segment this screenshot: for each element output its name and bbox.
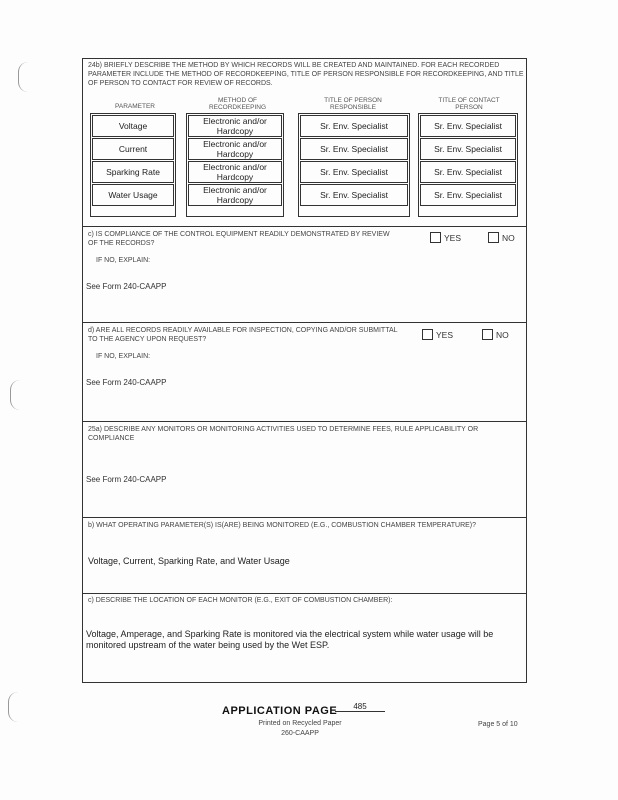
table-cell-contact: Sr. Env. Specialist <box>420 115 516 137</box>
binder-hole-mark <box>8 692 21 722</box>
table-cell-parameter: Voltage <box>92 115 174 137</box>
section-c-answer: See Form 240-CAAPP <box>86 282 167 291</box>
yes-label: YES <box>444 233 462 243</box>
section-b-question: b) WHAT OPERATING PARAMETER(S) IS(ARE) BEING MONITORED (E.G., COMBUSTION CHAMBER TEMPERATURE)? <box>88 522 477 529</box>
table-cell-contact: Sr. Env. Specialist <box>420 161 516 183</box>
section-divider <box>82 517 527 518</box>
application-page-title: APPLICATION PAGE <box>222 705 338 717</box>
table-cell-responsible: Sr. Env. Specialist <box>300 184 408 206</box>
table-cell-contact: Sr. Env. Specialist <box>420 184 516 206</box>
application-page-number: 485 <box>335 702 385 712</box>
section-b-answer: Voltage, Current, Sparking Rate, and Water Usage <box>88 556 290 566</box>
section-25a-answer: See Form 240-CAAPP <box>86 475 167 484</box>
yes-checkbox[interactable] <box>422 329 433 340</box>
section-divider <box>82 322 527 323</box>
table-cell-parameter: Water Usage <box>92 184 174 206</box>
col-header-method: METHOD OF RECORDKEEPING <box>208 97 267 111</box>
col-header-contact: TITLE OF CONTACT PERSON <box>438 97 500 111</box>
if-no-explain-label: IF NO, EXPLAIN: <box>96 257 151 264</box>
binder-hole-mark <box>18 62 31 92</box>
table-cell-contact: Sr. Env. Specialist <box>420 138 516 160</box>
if-no-explain-label: IF NO, EXPLAIN: <box>96 353 151 360</box>
table-cell-responsible: Sr. Env. Specialist <box>300 161 408 183</box>
table-cell-parameter: Sparking Rate <box>92 161 174 183</box>
section-d-answer: See Form 240-CAAPP <box>86 378 167 387</box>
page-of-indicator: Page 5 of 10 <box>478 721 518 728</box>
table-cell-responsible: Sr. Env. Specialist <box>300 115 408 137</box>
no-label: NO <box>496 330 509 340</box>
yes-checkbox[interactable] <box>430 232 441 243</box>
binder-hole-mark <box>10 380 23 410</box>
section-c-question: c) IS COMPLIANCE OF THE CONTROL EQUIPMENT READILY DEMONSTRATED BY REVIEW OF THE RECORDS? <box>88 231 390 247</box>
no-label: NO <box>502 233 515 243</box>
table-cell-parameter: Current <box>92 138 174 160</box>
col-header-responsible: TITLE OF PERSON RESPONSIBLE <box>324 97 382 111</box>
recycled-paper-note: Printed on Recycled Paper <box>258 720 342 727</box>
yes-label: YES <box>436 330 454 340</box>
table-cell-method: Electronic and/or Hardcopy <box>188 115 282 137</box>
section-25a-question: 25a) DESCRIBE ANY MONITORS OR MONITORING ACTIVITIES USED TO DETERMINE FEES, RULE APPLICABILITY OR COMPLIANCE <box>88 426 479 442</box>
table-cell-method: Electronic and/or Hardcopy <box>188 161 282 183</box>
section-divider <box>82 593 527 594</box>
section-divider <box>82 226 527 227</box>
no-checkbox[interactable] <box>482 329 493 340</box>
section-divider <box>82 421 527 422</box>
section-24b-question: 24b) BRIEFLY DESCRIBE THE METHOD BY WHICH RECORDS WILL BE CREATED AND MAINTAINED. FOR EACH RECORDED PARAMETER INCLUDE THE METHOD OF RECORDKEEPING, TITLE OF PERSON RESPONSIBLE FOR RECORDKEEPING, AND TITLE OF PERSON TO CONTACT FOR REVIEW OF RECORDS. <box>88 62 524 87</box>
table-cell-method: Electronic and/or Hardcopy <box>188 138 282 160</box>
table-cell-method: Electronic and/or Hardcopy <box>188 184 282 206</box>
section-d-question: d) ARE ALL RECORDS READILY AVAILABLE FOR INSPECTION, COPYING AND/OR SUBMITTAL TO THE AGENCY UPON REQUEST? <box>88 327 398 343</box>
form-number: 260-CAAPP <box>281 730 319 737</box>
no-checkbox[interactable] <box>488 232 499 243</box>
section-c2-question: c) DESCRIBE THE LOCATION OF EACH MONITOR (E.G., EXIT OF COMBUSTION CHAMBER): <box>88 597 393 604</box>
col-header-parameter: PARAMETER <box>115 103 155 110</box>
table-cell-responsible: Sr. Env. Specialist <box>300 138 408 160</box>
section-c2-answer: Voltage, Amperage, and Sparking Rate is monitored via the electrical system while water usage will be monitored upstream of the water being used by the Wet ESP. <box>86 629 494 650</box>
